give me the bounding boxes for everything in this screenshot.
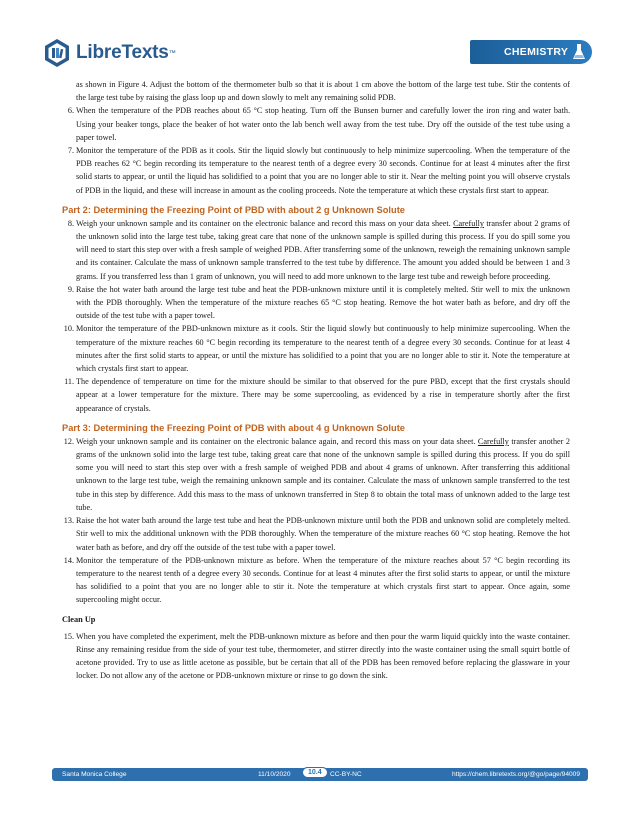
step-number: 7. — [67, 146, 74, 156]
footer-url-link[interactable]: https://chem.libretexts.org/@go/page/94009 — [451, 770, 580, 778]
step-text: Raise the hot water bath around the large test tube and heat the PDB-unknown mixture until both the PDB and unknown solid are completely melted. Stir well to mix the additional unknown with the PDB thoroughly. When the temperature of the mixture reaches 60 °C stop heating. Remove the hot water bath as before, and dry off the outside of the test tube with a paper towel. — [76, 516, 570, 552]
libretexts-logo[interactable] — [42, 38, 176, 68]
step-text: Weigh your unknown sample and its container on the electronic balance and record this mass on your data sheet. — [76, 218, 454, 228]
step-number: 14. — [63, 555, 74, 565]
libretexts-hexagon-icon — [42, 38, 72, 68]
flask-icon — [572, 43, 586, 61]
footer-page-badge: 10.4 — [302, 767, 328, 778]
page-header — [0, 0, 630, 80]
footer-date: 11/10/2020 — [258, 770, 291, 778]
step-number: 12. — [63, 436, 74, 446]
step-number: 11. — [64, 377, 74, 387]
section-heading-part3: Part 3: Determining the Freezing Point of PDB with about 4 g Unknown Solute — [62, 422, 405, 433]
step-text: Weigh your unknown sample and its container on the electronic balance again, and record this mass on your data sheet. — [76, 436, 478, 446]
section-heading-part2: Part 2: Determining the Freezing Point of PBD with about 2 g Unknown Solute — [62, 204, 405, 215]
step-text: When the temperature of the PDB reaches about 65 °C stop heating. Turn off the Bunsen burner and carefully lower the iron ring and water bath. Using your beaker tongs, place the beaker of hot water onto the lab bench well away from the test tube. Dry off the outside of the test tube using a paper towel. — [76, 106, 570, 142]
footer-license[interactable]: CC-BY-NC — [330, 770, 362, 778]
page-footer — [52, 768, 588, 781]
step-text: Raise the hot water bath around the large test tube and heat the PDB-unknown mixture until it is completely melted. Stir well to mix the unknown with the PDB thoroughly. When the temperature of the mixture reaches 65 °C stop heating. Remove the hot water bath as before, and dry off the outside of the test tube with a paper towel. — [76, 284, 570, 321]
subject-label: CHEMISTRY — [504, 46, 569, 58]
step-text: Monitor the temperature of the PDB-unknown mixture as before. When the temperature of the mixture reaches about 57 °C begin recording its temperature to the nearest tenth of a degree every 30 seconds. Continue for at least 4 minutes after the first solid starts to appear, or until the mixture has solidified to a point that you are no longer able to stir it. Note the temperature at which crystals first start to appear. Once again, some supercooling might occur. — [76, 555, 570, 605]
step-text: transfer another 2 grams of the unknown solid into the large test tube, taking great care that none of the unknown sample is spilled during this process. If you do spill some you will need to start this step over with a fresh sample of weighed PDB and about 4 grams of unknown. After transferring this additional unknown to the large test tube, weigh the remaining unknown sample and its container. Calculate the mass of unknown sample transferred to the test tube in this step by difference. Add this mass to the mass of unknown transferred in Step 8 to obtain the total mass of unknown added to the large test tube. — [76, 436, 570, 512]
step-item — [62, 514, 570, 554]
emphasis-text: Carefully — [453, 218, 484, 228]
document-body — [62, 78, 570, 683]
step-number: 13. — [63, 516, 74, 526]
step-item — [62, 322, 570, 375]
step-item — [62, 217, 570, 283]
footer-institution: Santa Monica College — [62, 770, 127, 778]
step-item — [62, 630, 570, 683]
step-text: When you have completed the experiment, melt the PDB-unknown mixture as before and then pour the warm liquid quickly into the waste container. Rinse any remaining residue from the side of your test tube, thermometer, and stirrer directly into the waste container using the small squirt bottle of acetone provided. Try to use as little acetone as possible, but be certain that all of the PDB has been removed before replacing the glassware in your locker. Do not allow any of the acetone or PDB-unknown mixture or rinse to go down the sink. — [76, 631, 570, 681]
step-item — [62, 283, 570, 323]
step-item — [62, 435, 570, 514]
step-item — [62, 104, 570, 144]
step-text: transfer about 2 grams of the unknown solid into the large test tube, taking great care that none of the unknown sample is spilled during this process. If you do spill some you will need to start this step over with a fresh sample of weighed PDB. After transferring some of the unknown, reweigh the remaining unknown sample and its container. Calculate the mass of unknown sample transferred to the test tube by difference. The amount you added should be between 1 and 3 grams. If you transferred less than 1 gram of unknown, you will need to add more unknown to the large test tube and reweigh before proceeding. — [76, 218, 570, 281]
step-text: Monitor the temperature of the PDB as it cools. Stir the liquid slowly but continuously to help minimize supercooling. When the temperature of the PDB reaches 62 °C begin recording its temperature to the nearest tenth of a degree every 30 seconds. Continue for at least 4 minutes after the first solid starts to appear, or until the liquid has solidified to a point that you are no longer able to stir it. Near the melting point you will observe crystals of PDB in the liquid, and these will increase in amount as the cooling proceeds. Note the temperature at which these crystals first start to appear. — [76, 146, 570, 195]
steps-list-part1 — [62, 104, 570, 196]
section-heading-cleanup: Clean Up — [62, 614, 96, 624]
logo-trademark: ™ — [168, 49, 176, 57]
emphasis-text: Carefully — [477, 436, 509, 446]
step-item — [62, 554, 570, 607]
step-number: 8. — [67, 218, 74, 228]
continued-step-text: as shown in Figure 4. Adjust the bottom of the thermometer bulb so that it is about 1 cm above the bottom of the large test tube. Stir the contents of the large test tube by raising the glass loop up and down slowly to melt any remaining solid PDB. — [76, 80, 570, 103]
step-number: 6. — [67, 106, 74, 116]
step-item — [62, 375, 570, 415]
step-number: 15. — [63, 631, 74, 641]
subject-banner[interactable] — [470, 40, 592, 64]
step-number: 9. — [67, 284, 74, 294]
logo-wordmark: LibreTexts — [76, 42, 169, 63]
step-number: 10. — [63, 324, 74, 334]
step-text: The dependence of temperature on time for the mixture should be similar to that observed for the pure PBD, except that the first crystals should appear at a lower temperature for the mixture. There may be some supercooling, as evidenced by a rise in temperature shortly after the first appearance of crystals. — [76, 377, 570, 413]
step-text: Monitor the temperature of the PBD-unknown mixture as it cools. Stir the liquid slowly but continuously to help minimize supercooling. When the temperature of the mixture reaches 60 °C begin recording its temperature to the nearest tenth of a degree every 30 seconds. Continue for at least 4 minutes after the first solid starts to appear, or until the mixture has solidified to a point that you are no longer able to stir it. Note the temperature at which crystals first start to appear. — [76, 324, 570, 374]
step-item — [62, 144, 570, 197]
